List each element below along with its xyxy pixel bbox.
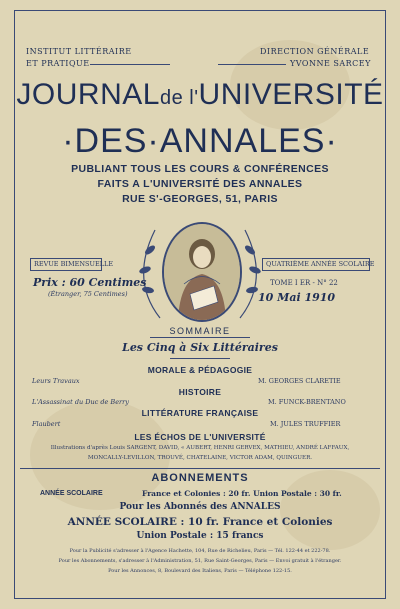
echos-line1: Illustrations d'après Louis SARGENT, DAVID, « AUBERT, HENRI GERVEX, MATHIEU, ANDRÉ LAFFAUX, <box>50 445 350 451</box>
abonnements-line3: ANNÉE SCOLAIRE : 10 fr. France et Colonies <box>67 516 333 528</box>
abonnements-heading: ABONNEMENTS <box>151 472 249 484</box>
abonnements-line1-label: ANNÉE SCOLAIRE <box>40 490 103 497</box>
abonnements-line2: Pour les Abonnés des ANNALES <box>119 502 281 512</box>
title-part-de: de l' <box>159 87 199 109</box>
section-item-litterature: Flaubert <box>32 420 61 428</box>
subtitle-line1: PUBLIANT TOUS LES COURS & CONFÉRENCES <box>71 163 329 175</box>
abonnements-line4: Union Postale : 15 francs <box>136 531 264 541</box>
subtitle-line3: RUE S'-GEORGES, 51, PARIS <box>122 193 278 205</box>
echos-title: LES ÉCHOS DE L'UNIVERSITÉ <box>134 432 266 442</box>
reading-woman-icon <box>164 224 240 320</box>
annee-badge <box>262 258 375 271</box>
price-text: Prix : 60 Centimes <box>33 276 147 289</box>
title-part-journal: JOURNAL <box>16 78 160 111</box>
echos-line2: MONCALLY-LEVILLON, TROUVÉ, CHATELAINE, VICTOR ADAM, QUINGUER. <box>87 455 313 461</box>
issue-date: 10 Mai 1910 <box>258 291 336 304</box>
section-author-litterature: M. JULES TRUFFIER <box>270 420 341 428</box>
section-author-morale: M. GEORGES CLARETIE <box>258 377 341 385</box>
price-abroad-text: (Étranger, 75 Centimes) <box>48 290 128 298</box>
section-item-morale: Leurs Travaux <box>32 377 80 385</box>
sommaire-subheading: Les Cinq à Six Littéraires <box>122 341 278 354</box>
portrait-illustration <box>162 222 242 322</box>
footer-line1: Pour la Publicité s'adresser à l'Agence Hachette, 104, Rue de Richelieu, Paris — Tél. 122-44 et 222-78. <box>69 548 331 554</box>
revue-badge <box>30 258 114 271</box>
sommaire-rule-2 <box>170 358 230 359</box>
journal-title <box>0 78 400 112</box>
section-title-litterature: LITTÉRATURE FRANÇAISE <box>141 408 259 418</box>
sommaire-heading: SOMMAIRE <box>169 326 231 336</box>
subtitle-line2: FAITS A L'UNIVERSITÉ DES ANNALES <box>97 178 303 190</box>
abonnements-rule <box>20 468 380 469</box>
section-title-histoire: HISTOIRE <box>178 387 222 397</box>
header-left-line2: ET PRATIQUE <box>26 59 90 68</box>
header-left-rule <box>90 64 170 65</box>
revue-badge-text: REVUE BIMENSUELLE <box>34 260 114 268</box>
section-title-morale: MORALE & PÉDAGOGIE <box>147 365 253 375</box>
header-right-rule <box>218 64 286 65</box>
footer-line3: Pour les Annonces, 8, Boulevard des Italiens, Paris — Téléphone 122-15. <box>108 568 292 574</box>
title-part-universite: UNIVERSITÉ <box>198 78 384 111</box>
section-author-histoire: M. FUNCK-BRENTANO <box>268 398 346 406</box>
tome-text: TOME I ER - N° 22 <box>270 279 338 287</box>
sommaire-rule <box>150 337 250 338</box>
header-left-line1: INSTITUT LITTÉRAIRE <box>26 47 132 56</box>
section-item-histoire: L'Assassinat du Duc de Berry <box>32 398 129 406</box>
annee-badge-text: QUATRIÈME ANNÉE SCOLAIRE <box>266 260 375 268</box>
abonnements-line1-text: France et Colonies : 20 fr. Union Postale : 30 fr. <box>142 489 342 498</box>
journal-title-line2: ·DES·ANNALES· <box>62 122 338 160</box>
header-right-line2: YVONNE SARCEY <box>290 59 371 68</box>
footer-line2: Pour les Abonnements, s'adresser à l'Administration, 51, Rue Saint-Georges, Paris — Envoi gratuit à l'étranger. <box>58 558 342 564</box>
header-right-line1: DIRECTION GÉNÉRALE <box>260 47 370 56</box>
